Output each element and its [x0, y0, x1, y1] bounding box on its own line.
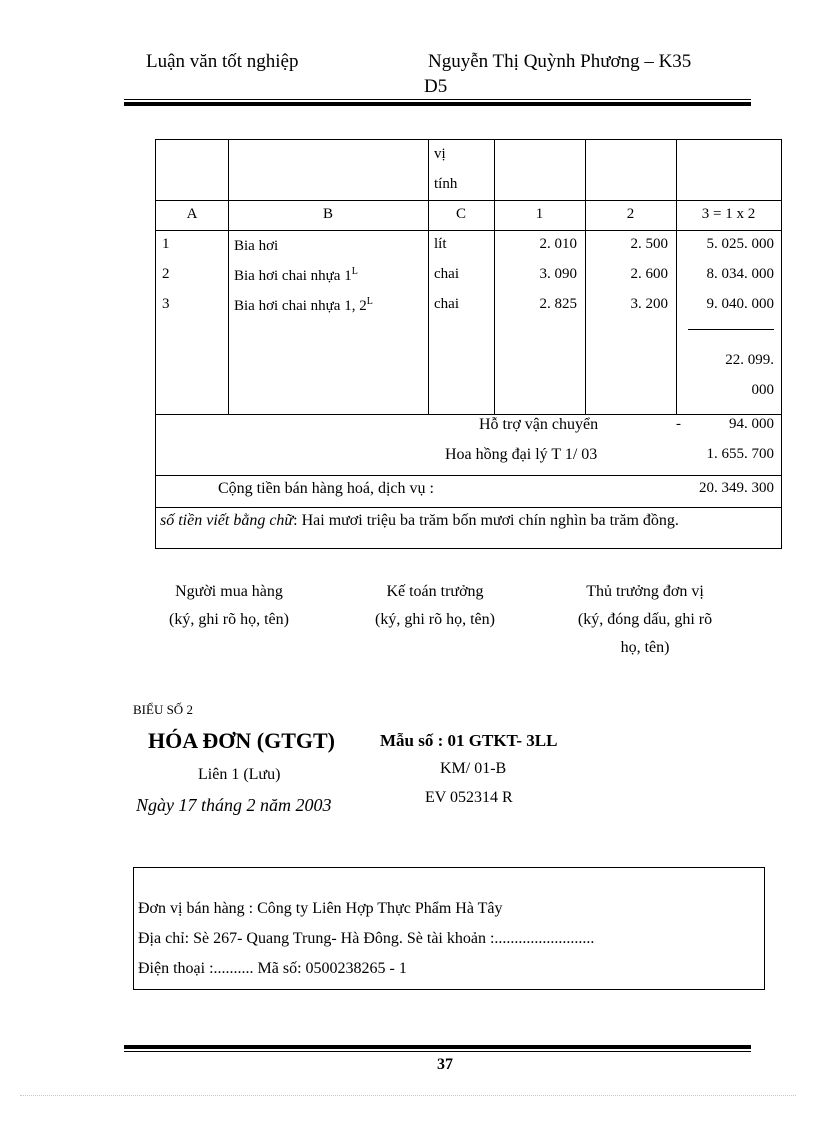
transport-value: 94. 000 — [729, 416, 774, 432]
col-code-1: 1 — [535, 206, 544, 222]
row2-name: Bia hơi chai nhựa $1^L$ — [234, 266, 358, 284]
footer-rule-thin — [124, 1051, 751, 1052]
total-value: 20. 349. 300 — [699, 480, 774, 496]
row1-qty: 2. 010 — [539, 236, 577, 252]
page-bottom-dots — [20, 1095, 796, 1096]
col-code-3: 3 = 1 x 2 — [701, 206, 756, 222]
sig-accountant: Kế toán trưởng (ký, ghi rõ họ, tên) — [375, 583, 495, 628]
sig-head: Thủ trưởng đơn vị (ký, đóng dấu, ghi rõ họ, tên) — [577, 583, 713, 656]
row1-price: 2. 500 — [630, 236, 668, 252]
row2-qty: 3. 090 — [539, 266, 577, 282]
row1-no: 1 — [162, 236, 170, 252]
page-number: 37 — [437, 1056, 453, 1073]
invoice-copy: Liên 1 (Lưu) — [198, 766, 281, 783]
row3-unit: chai — [434, 296, 459, 312]
row3-qty: 2. 825 — [539, 296, 577, 312]
seller-name: Đơn vị bán hàng : Công ty Liên Hợp Thực Phẩm Hà Tây — [138, 900, 503, 917]
footer-rule-thick — [124, 1045, 751, 1049]
row2-unit: chai — [434, 266, 459, 282]
row3-price: 3. 200 — [630, 296, 668, 312]
row3-no: 3 — [162, 296, 170, 312]
header-right-line1: Nguyễn Thị Quỳnh Phương – K35 — [428, 51, 692, 72]
invoice-title: HÓA ĐƠN (GTGT) — [148, 728, 336, 753]
col-code-2: 2 — [626, 206, 635, 222]
seller-address: Địa chỉ: Sè 267- Quang Trung- Hà Đông. Sè tài khoản :......................... — [138, 930, 595, 947]
col-code-c: C — [455, 206, 466, 222]
invoice-serial: EV 052314 R — [425, 789, 513, 806]
seller-phone: Điện thoại :.......... Mã số: 0500238265 - 1 — [138, 960, 407, 977]
col-code-a: A — [186, 206, 198, 222]
sig-buyer: Người mua hàng (ký, ghi rõ họ, tên) — [169, 583, 289, 628]
invoice-date: Ngày 17 tháng 2 năm 2003 — [136, 795, 332, 815]
row1-name: Bia hơi — [234, 238, 279, 254]
header-rule-thin — [124, 99, 751, 100]
row1-unit: lít — [434, 236, 447, 252]
row2-no: 2 — [162, 266, 170, 282]
col-code-b: B — [322, 206, 333, 222]
invoice-symbol: KM/ 01-B — [440, 760, 507, 777]
unit-header-2: tính — [434, 176, 458, 192]
header-right-line2: D5 — [424, 76, 448, 97]
total-label: Cộng tiền bán hàng hoá, dịch vụ : — [218, 480, 434, 497]
transport-sign: - — [676, 416, 681, 432]
header-left: Luận văn tốt nghiệp — [146, 51, 299, 72]
header-rule-thick — [124, 102, 751, 106]
subtotal-line1: 22. 099. — [725, 352, 774, 368]
goods-table — [155, 139, 782, 549]
subtotal-line2: 000 — [751, 382, 774, 398]
row2-price: 2. 600 — [630, 266, 668, 282]
row1-amount: 5. 025. 000 — [706, 236, 774, 252]
form-label: BIỂU SỐ 2 — [133, 702, 193, 717]
transport-label: Hỗ trợ vận chuyển — [479, 416, 599, 433]
row3-amount: 9. 040. 000 — [706, 296, 774, 312]
commission-value: 1. 655. 700 — [706, 446, 774, 462]
commission-label: Hoa hồng đại lý T 1/ 03 — [445, 446, 598, 463]
amount-in-words: số tiền viết bằng chữ: Hai mươi triệu ba trăm bốn mươi chín nghìn ba trăm đồng. — [160, 512, 679, 529]
amount-in-words-label: số tiền viết bằng chữ — [160, 512, 294, 529]
unit-header-1: vị — [434, 146, 446, 162]
row3-name: Bia hơi chai nhựa 1, $2^L$ — [234, 296, 373, 314]
row2-amount: 8. 034. 000 — [706, 266, 774, 282]
template-no: Mẫu số : 01 GTKT- 3LL — [380, 731, 558, 750]
